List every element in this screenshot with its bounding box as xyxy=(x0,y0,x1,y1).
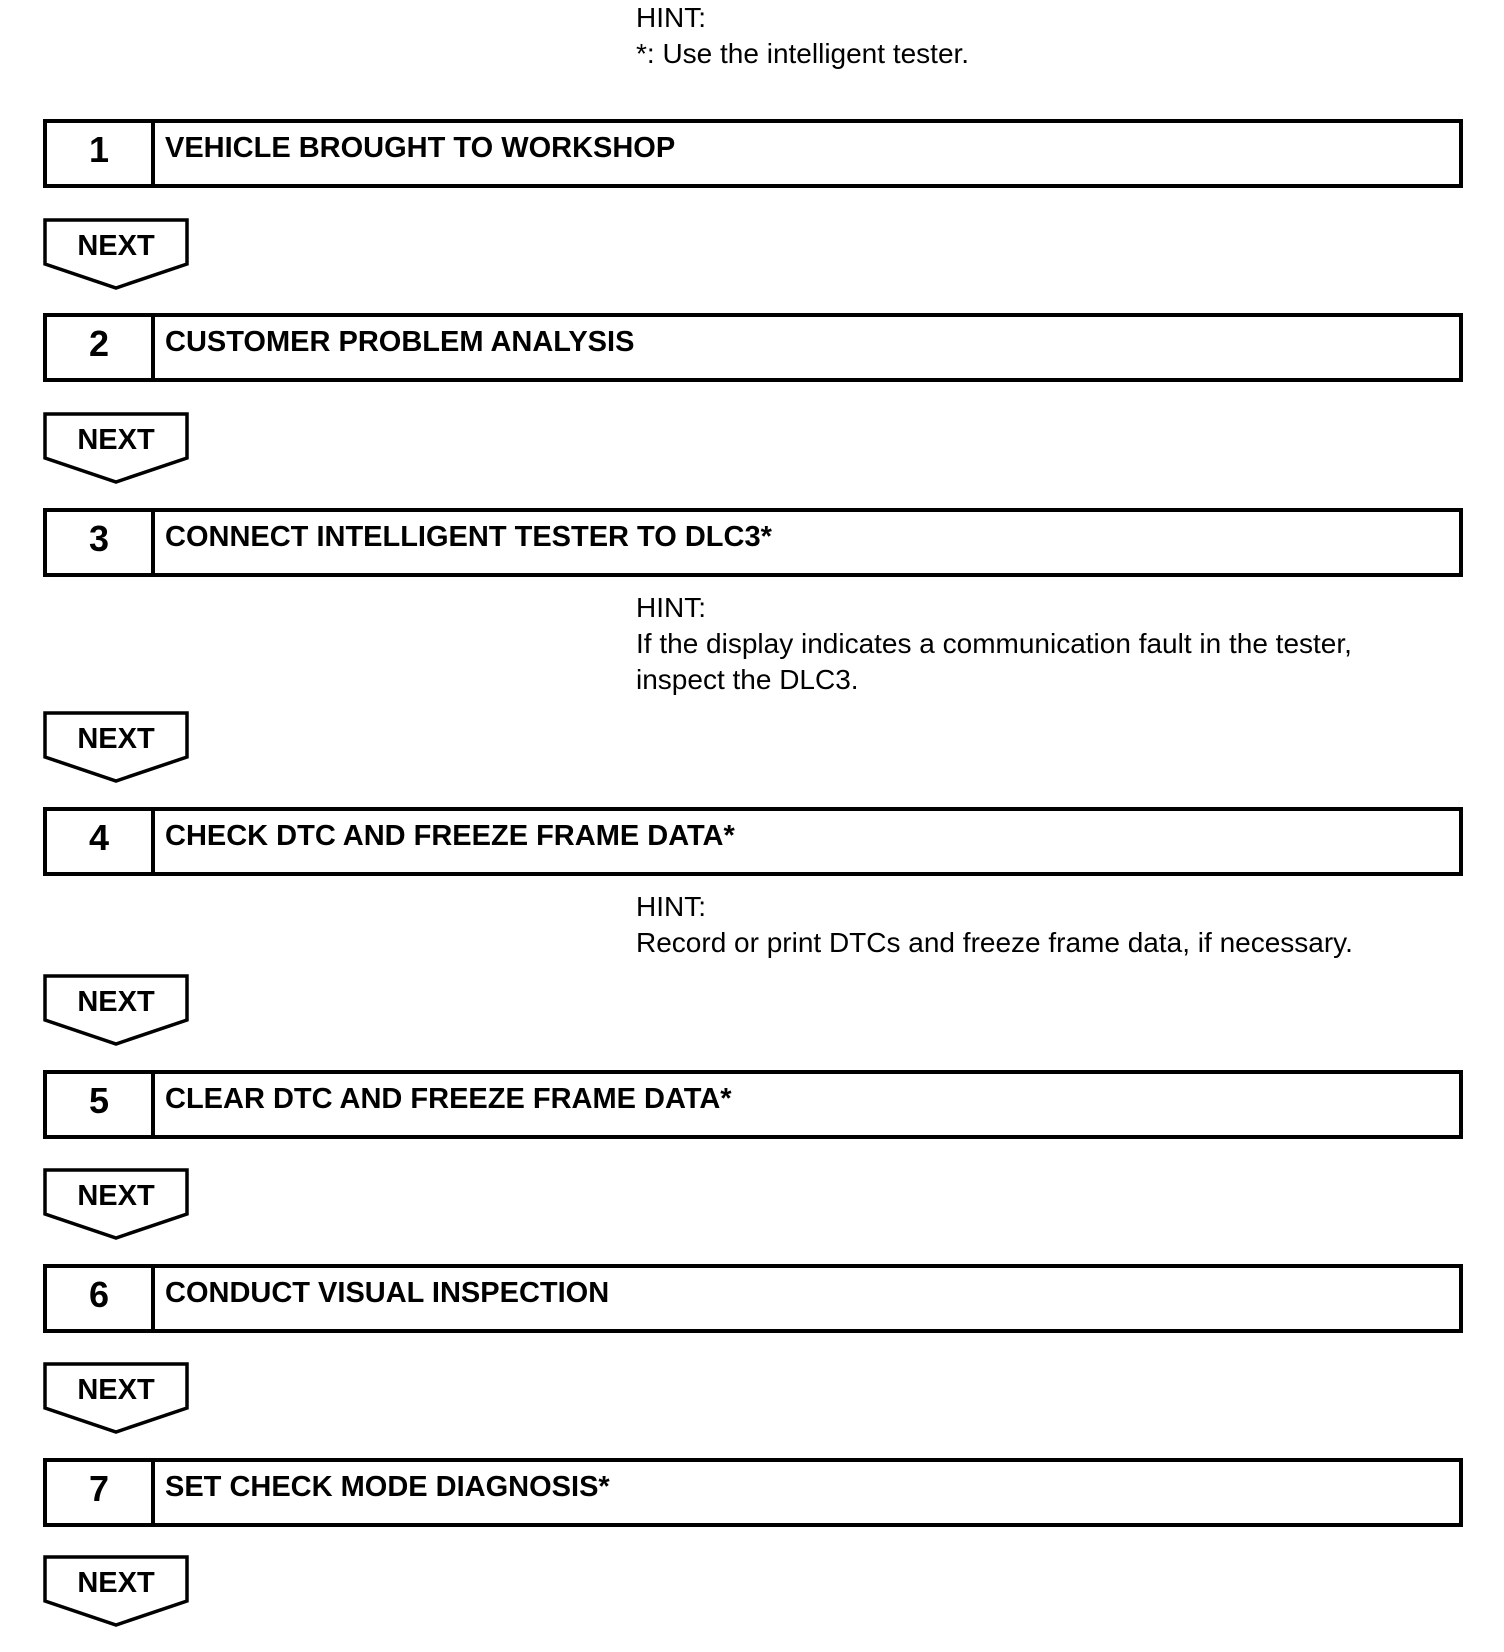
next-label: NEXT xyxy=(77,723,155,755)
step-number: 3 xyxy=(47,512,155,573)
next-label: NEXT xyxy=(77,1374,155,1406)
hint-general xyxy=(636,0,969,72)
step-1 xyxy=(43,119,1463,188)
next-label: NEXT xyxy=(77,424,155,456)
step-title: SET CHECK MODE DIAGNOSIS* xyxy=(165,1471,610,1503)
step-number: 5 xyxy=(47,1074,155,1135)
next-label: NEXT xyxy=(77,1567,155,1599)
hint-label: HINT: xyxy=(636,891,706,922)
hint-label: HINT: xyxy=(636,2,706,33)
next-arrow-1[interactable] xyxy=(43,218,189,290)
hint-text: If the display indicates a communication fault in the tester, xyxy=(636,628,1352,659)
step-title: CONNECT INTELLIGENT TESTER TO DLC3* xyxy=(165,521,772,553)
next-arrow-6[interactable] xyxy=(43,1362,189,1434)
step-number: 4 xyxy=(47,811,155,872)
step-title: CONDUCT VISUAL INSPECTION xyxy=(165,1277,610,1309)
hint-text: *: Use the intelligent tester. xyxy=(636,38,970,69)
step-6 xyxy=(43,1264,1463,1333)
next-arrow-7[interactable] xyxy=(43,1555,189,1627)
step-7 xyxy=(43,1458,1463,1527)
step-number: 6 xyxy=(47,1268,155,1329)
next-arrow-3[interactable] xyxy=(43,711,189,783)
next-label: NEXT xyxy=(77,1180,155,1212)
next-arrow-2[interactable] xyxy=(43,412,189,484)
hint-text: inspect the DLC3. xyxy=(636,664,859,695)
step-2 xyxy=(43,313,1463,382)
step-number: 1 xyxy=(47,123,155,184)
step-title: CUSTOMER PROBLEM ANALYSIS xyxy=(165,326,635,358)
next-label: NEXT xyxy=(77,230,155,262)
next-label: NEXT xyxy=(77,986,155,1018)
step-number: 2 xyxy=(47,317,155,378)
hint-label: HINT: xyxy=(636,592,706,623)
hint-text: Record or print DTCs and freeze frame data, if necessary. xyxy=(636,927,1353,958)
next-arrow-4[interactable] xyxy=(43,974,189,1046)
step-3 xyxy=(43,508,1463,577)
hint-step-3 xyxy=(636,590,1352,698)
step-4 xyxy=(43,807,1463,876)
hint-step-4 xyxy=(636,889,1353,961)
step-5 xyxy=(43,1070,1463,1139)
step-title: VEHICLE BROUGHT TO WORKSHOP xyxy=(165,132,676,164)
step-title: CHECK DTC AND FREEZE FRAME DATA* xyxy=(165,820,735,852)
step-title: CLEAR DTC AND FREEZE FRAME DATA* xyxy=(165,1083,732,1115)
next-arrow-5[interactable] xyxy=(43,1168,189,1240)
step-number: 7 xyxy=(47,1462,155,1523)
